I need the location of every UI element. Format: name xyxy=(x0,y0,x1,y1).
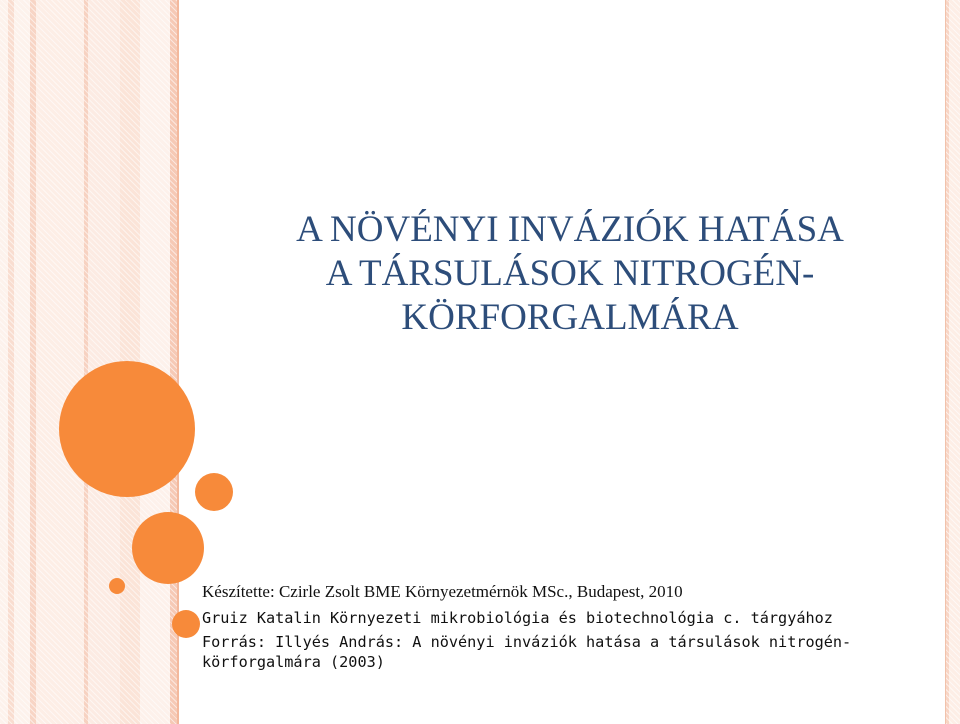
small-circle-decoration xyxy=(195,473,233,511)
medium-circle-decoration xyxy=(132,512,204,584)
large-circle-decoration xyxy=(59,361,195,497)
small-circle-decoration-bottom xyxy=(172,610,200,638)
title-line-2: A TÁRSULÁSOK NITROGÉN- xyxy=(325,253,815,294)
title-line-3: KÖRFORGALMÁRA xyxy=(401,297,739,338)
slide-title xyxy=(240,208,900,340)
course-line: Gruiz Katalin Környezeti mikrobiológia és biotechnológia c. tárgyához xyxy=(202,609,833,627)
title-line-1: A NÖVÉNYI INVÁZIÓK HATÁSA xyxy=(296,209,844,250)
author-line: Készítette: Czirle Zsolt BME Környezetmérnök MSc., Budapest, 2010 xyxy=(202,582,683,601)
source-line-2: körforgalmára (2003) xyxy=(202,653,385,671)
credits-block xyxy=(202,580,952,672)
source-line-1: Forrás: Illyés András: A növényi inváziók hatása a társulások nitrogén- xyxy=(202,633,852,651)
left-decorative-band xyxy=(0,0,178,724)
tiny-circle-decoration xyxy=(109,578,125,594)
